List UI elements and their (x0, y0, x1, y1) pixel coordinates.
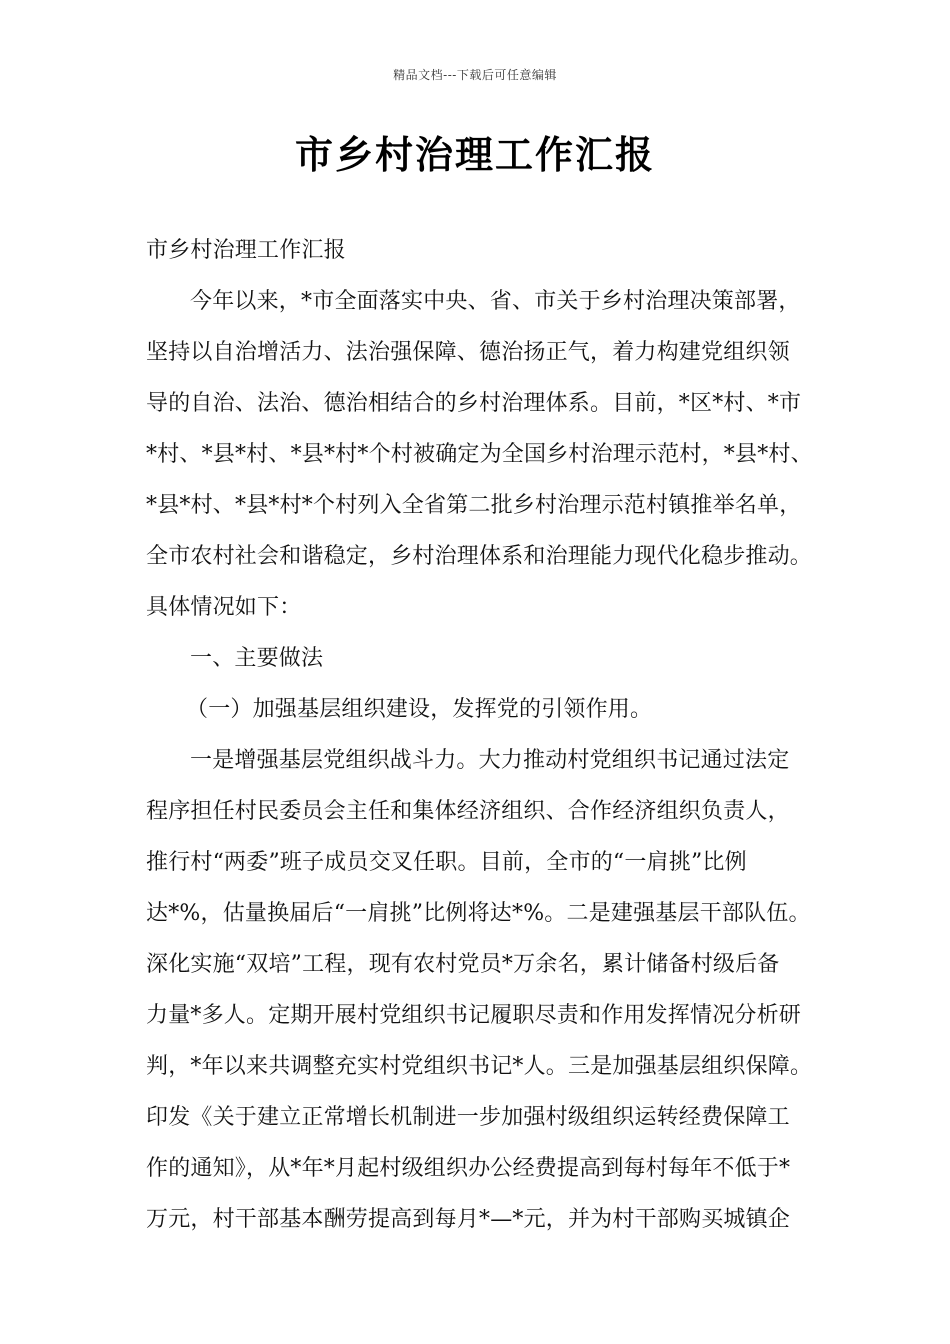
paragraph-line: 深化实施“双培”工程，现有农村党员*万余名，累计储备村级后备 (146, 952, 780, 977)
paragraph-line: 达*%，估量换届后“一肩挑”比例将达*%。二是建强基层干部队伍。 (146, 901, 811, 926)
paragraph-line: 万元，村干部基本酬劳提高到每月*—*元，并为村干部购买城镇企 (146, 1207, 791, 1232)
paragraph-line: 一是增强基层党组织战斗力。大力推动村党组织书记通过法定 (190, 748, 790, 773)
paragraph-line: 今年以来，*市全面落实中央、省、市关于乡村治理决策部署， (190, 289, 801, 314)
section-heading: 一、主要做法 (190, 646, 324, 671)
paragraph-line: 作的通知》，从*年*月起村级组织办公经费提高到每村每年不低于* (146, 1156, 791, 1181)
paragraph-line: 判，*年以来共调整充实村党组织书记*人。三是加强基层组织保障。 (146, 1054, 813, 1079)
paragraph-line: *县*村、*县*村*个村列入全省第二批乡村治理示范村镇推举名单， (146, 493, 802, 518)
paragraph-line: 全市农村社会和谐稳定，乡村治理体系和治理能力现代化稳步推动。 (146, 544, 813, 569)
paragraph-line: 力量*多人。定期开展村党组织书记履职尽责和作用发挥情况分析研 (146, 1003, 802, 1028)
paragraph-line: 坚持以自治增活力、法治强保障、德治扬正气，着力构建党组织领 (146, 340, 790, 365)
paragraph-line: 具体情况如下： (146, 595, 302, 620)
page-header-watermark: 精品文档---下载后可任意编辑 (393, 68, 557, 82)
paragraph-line: 印发《关于建立正常增长机制进一步加强村级组织运转经费保障工 (146, 1105, 790, 1130)
document-title: 市乡村治理工作汇报 (294, 133, 655, 177)
paragraph-line: *村、*县*村、*县*村*个村被确定为全国乡村治理示范村，*县*村、 (146, 442, 813, 467)
paragraph-line: 推行村“两委”班子成员交叉任职。目前，全市的“一肩挑”比例 (146, 850, 747, 875)
document-body (146, 225, 822, 1245)
subsection-heading: （一）加强基层组织建设，发挥党的引领作用。 (186, 697, 653, 722)
paragraph-line: 程序担任村民委员会主任和集体经济组织、合作经济组织负责人， (146, 799, 790, 824)
paragraph-line: 导的自治、法治、德治相结合的乡村治理体系。目前，*区*村、*市 (146, 391, 802, 416)
subtitle-line: 市乡村治理工作汇报 (146, 238, 346, 263)
